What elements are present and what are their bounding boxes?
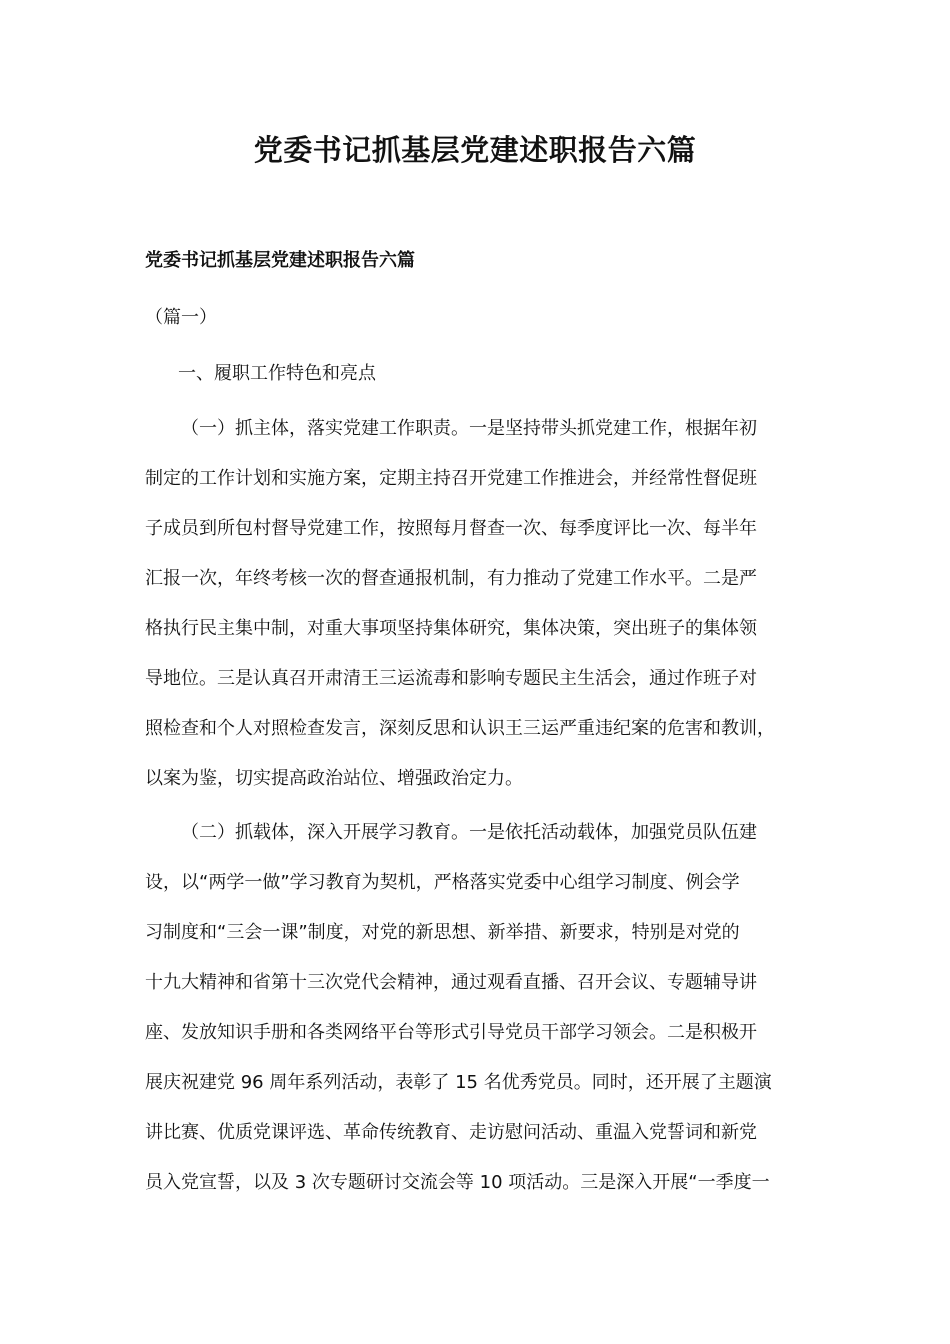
part-label: （篇一） [145,307,217,328]
paragraph-line: 讲比赛、优质党课评选、革命传统教育、走访慰问活动、重温入党誓词和新党 [145,1122,757,1143]
paragraph-line: （一）抓主体，落实党建工作职责。一是坚持带头抓党建工作，根据年初 [181,418,757,439]
paragraph-line: 座、发放知识手册和各类网络平台等形式引导党员干部学习领会。二是积极开 [145,1022,757,1043]
document-title: 党委书记抓基层党建述职报告六篇 [253,133,697,167]
paragraph-line: 导地位。三是认真召开肃清王三运流毒和影响专题民主生活会，通过作班子对 [145,668,757,689]
paragraph-line: 格执行民主集中制，对重大事项坚持集体研究，集体决策，突出班子的集体领 [145,618,757,639]
paragraph-line: 设，以“两学一做”学习教育为契机，严格落实党委中心组学习制度、例会学 [145,872,740,893]
paragraph-line: 习制度和“三会一课”制度，对党的新思想、新举措、新要求，特别是对党的 [145,922,740,943]
paragraph-line: （二）抓载体，深入开展学习教育。一是依托活动载体，加强党员队伍建 [181,822,757,843]
paragraph-line: 制定的工作计划和实施方案，定期主持召开党建工作推进会，并经常性督促班 [145,468,757,489]
paragraph-2 [145,808,810,1208]
paragraph-line: 照检查和个人对照检查发言，深刻反思和认识王三运严重违纪案的危害和教训， [145,718,775,739]
paragraph-line: 汇报一次，年终考核一次的督查通报机制，有力推动了党建工作水平。二是严 [145,568,757,589]
paragraph-line: 十九大精神和省第十三次党代会精神，通过观看直播、召开会议、专题辅导讲 [145,972,757,993]
section-heading: 一、履职工作特色和亮点 [178,363,376,384]
paragraph-1 [145,404,810,804]
document-subtitle: 党委书记抓基层党建述职报告六篇 [145,250,415,271]
paragraph-line: 员入党宣誓，以及 3 次专题研讨交流会等 10 项活动。三是深入开展“一季度一 [145,1172,770,1193]
paragraph-line: 子成员到所包村督导党建工作，按照每月督查一次、每季度评比一次、每半年 [145,518,757,539]
paragraph-line: 展庆祝建党 96 周年系列活动，表彰了 15 名优秀党员。同时，还开展了主题演 [145,1072,772,1093]
paragraph-line: 以案为鉴，切实提高政治站位、增强政治定力。 [145,768,523,789]
